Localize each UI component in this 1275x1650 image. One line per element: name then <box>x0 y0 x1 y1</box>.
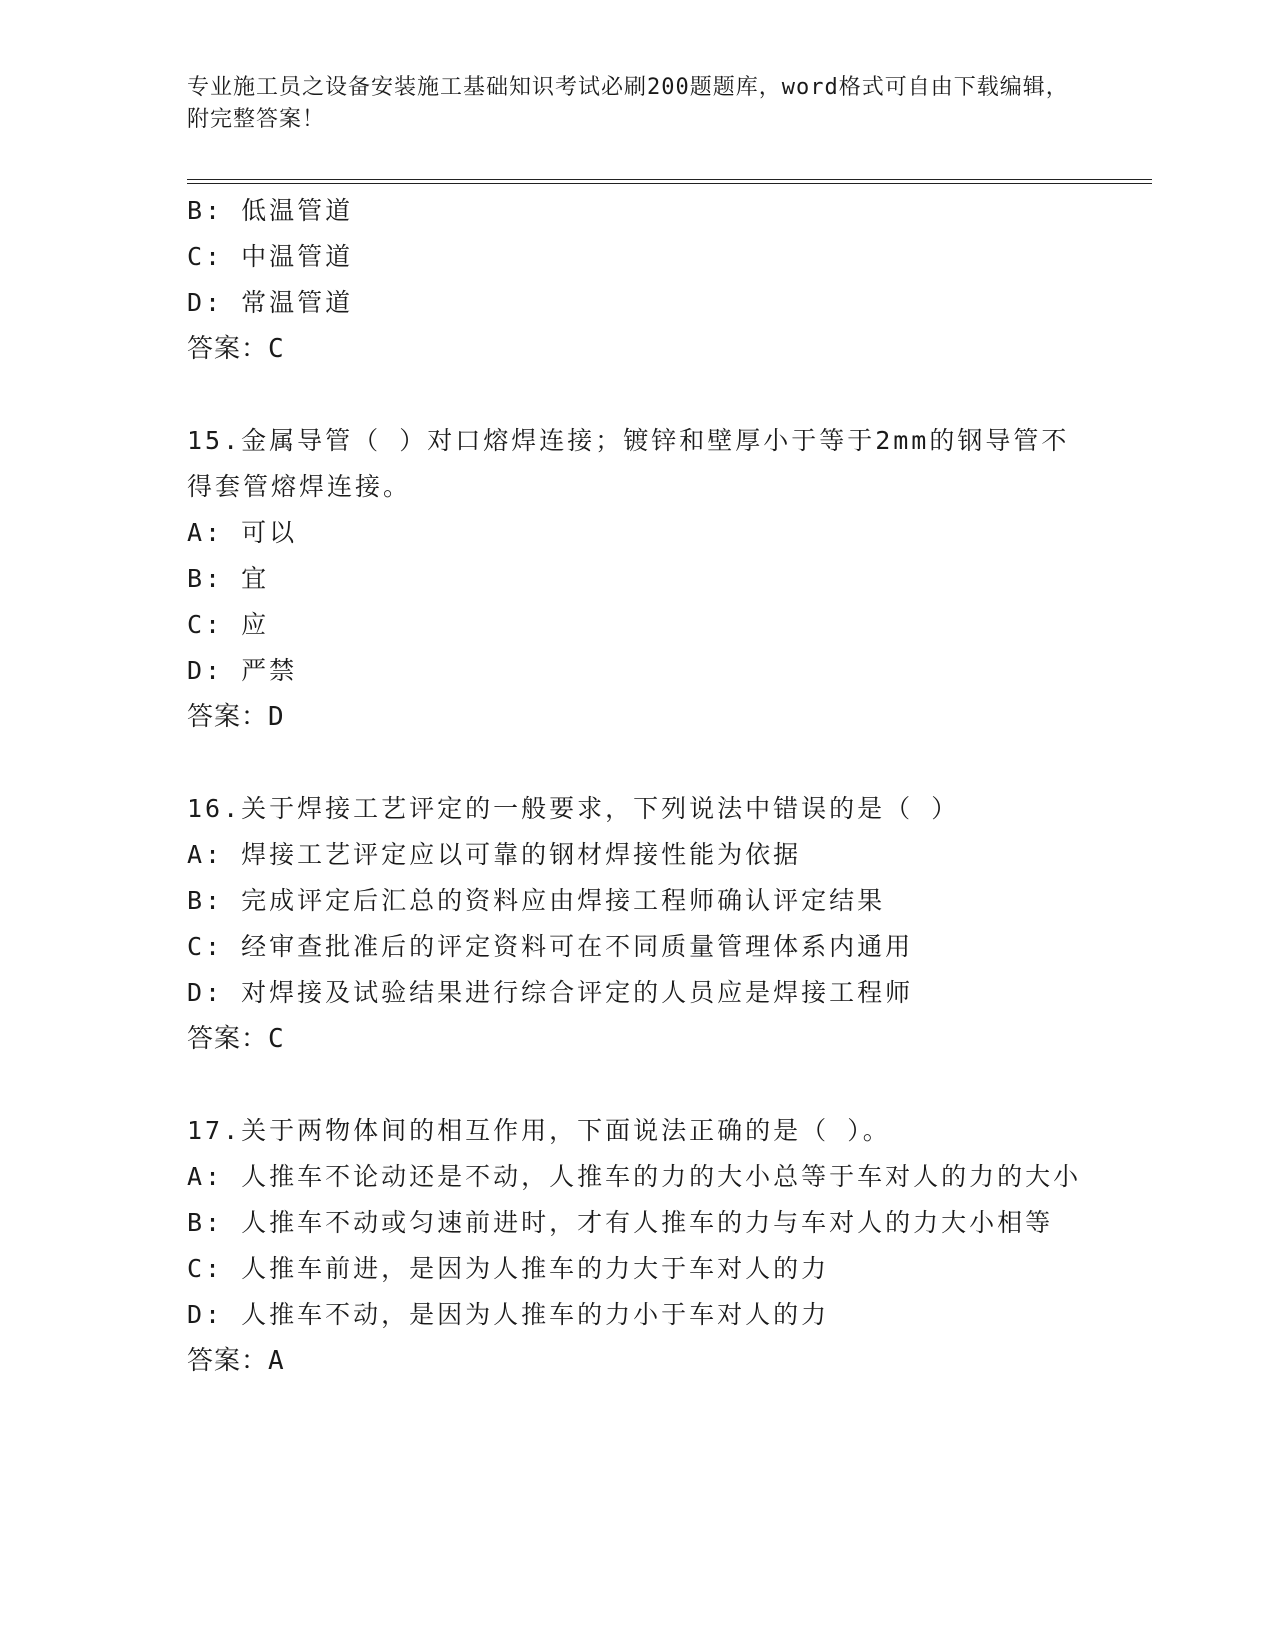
option-a: A: 焊接工艺评定应以可靠的钢材焊接性能为依据 <box>187 840 802 869</box>
answer-value: C <box>268 334 285 364</box>
answer-line <box>187 694 1087 740</box>
question-continued <box>187 188 1087 372</box>
answer-label: 答案： <box>187 1346 269 1376</box>
option-b: B: 宜 <box>187 564 270 593</box>
option-a: A: 可以 <box>187 518 298 547</box>
option-d: D: 人推车不动，是因为人推车的力小于车对人的力 <box>187 1300 830 1329</box>
answer-label: 答案： <box>187 702 269 732</box>
option-d: D: 严禁 <box>187 656 298 685</box>
option-b: B: 完成评定后汇总的资料应由焊接工程师确认评定结果 <box>187 886 886 915</box>
option-c: C: 经审查批准后的评定资料可在不同质量管理体系内通用 <box>187 932 914 961</box>
question-15 <box>187 418 1087 740</box>
option-d: D: 常温管道 <box>187 288 354 317</box>
question-stem: 15.金属导管（ ）对口熔焊连接；镀锌和壁厚小于等于2mm的钢导管不得套管熔焊连接。 <box>187 426 1070 501</box>
answer-value: A <box>268 1346 285 1376</box>
answer-label: 答案： <box>187 1024 269 1054</box>
option-d: D: 对焊接及试验结果进行综合评定的人员应是焊接工程师 <box>187 978 914 1007</box>
answer-label: 答案： <box>187 334 269 364</box>
header-divider-top <box>187 179 1152 180</box>
question-stem: 16.关于焊接工艺评定的一般要求，下列说法中错误的是（ ） <box>187 794 960 823</box>
document-header: 专业施工员之设备安装施工基础知识考试必刷200题题库，word格式可自由下载编辑，附完整答案！ <box>187 75 1069 132</box>
document-body <box>187 188 1087 1384</box>
question-16 <box>187 786 1087 1062</box>
answer-line <box>187 1338 1087 1384</box>
question-17 <box>187 1108 1087 1384</box>
answer-value: C <box>268 1024 285 1054</box>
header-divider-bottom <box>187 183 1152 184</box>
option-c: C: 中温管道 <box>187 242 354 271</box>
option-a: A: 人推车不论动还是不动，人推车的力的大小总等于车对人的力的大小 <box>187 1162 1082 1191</box>
question-stem: 17.关于两物体间的相互作用，下面说法正确的是（ ）。 <box>187 1116 891 1145</box>
answer-value: D <box>268 702 285 732</box>
option-b: B: 低温管道 <box>187 196 354 225</box>
option-c: C: 人推车前进，是因为人推车的力大于车对人的力 <box>187 1254 830 1283</box>
option-c: C: 应 <box>187 610 270 639</box>
answer-line <box>187 1016 1087 1062</box>
answer-line <box>187 326 1087 372</box>
option-b: B: 人推车不动或匀速前进时，才有人推车的力与车对人的力大小相等 <box>187 1208 1054 1237</box>
